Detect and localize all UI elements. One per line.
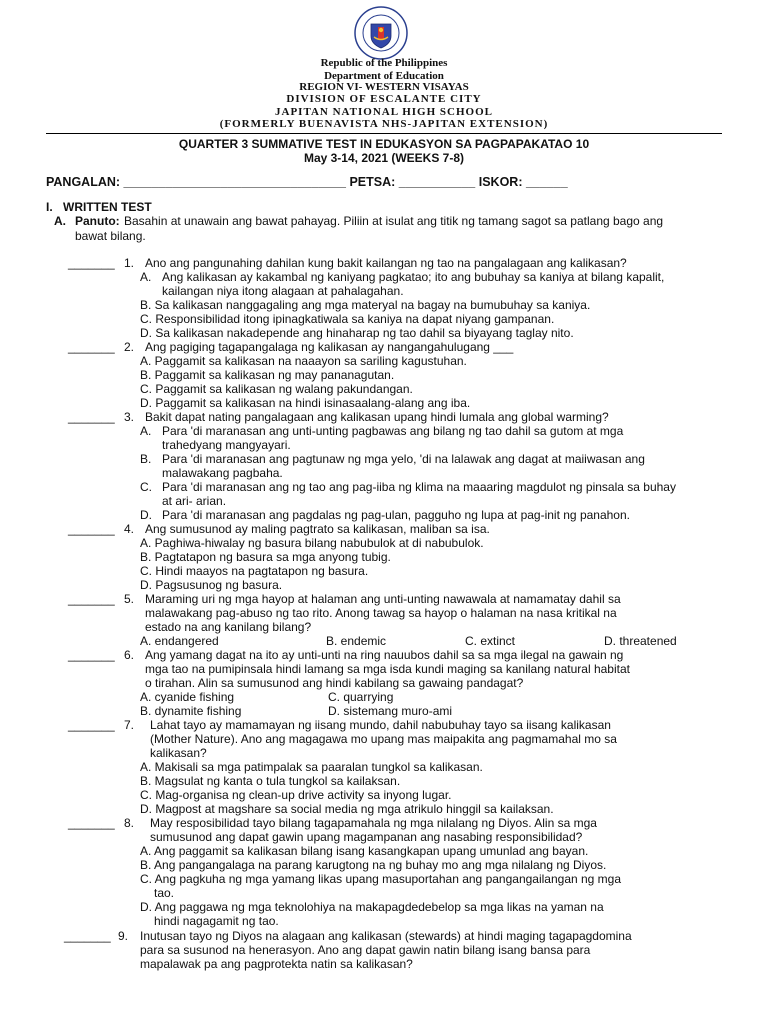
question-stem: Ang pagiging tagapangalaga ng kalikasan ay nangangahulugang ___ bbox=[145, 340, 514, 354]
choice-text: hindi nagagamit ng tao. bbox=[154, 914, 279, 928]
section-title: WRITTEN TEST bbox=[63, 200, 152, 214]
choice-text: B. Magsulat ng kanta o tula tungkol sa kailaksan. bbox=[140, 774, 401, 788]
choice-text: A. Makisali sa mga patimpalak sa paaralan tungkol sa kalikasan. bbox=[140, 760, 483, 774]
question-stem: Bakit dapat nating pangalagaan ang kalikasan upang hindi lumala ang global warming? bbox=[145, 410, 609, 424]
question-stem: mga tao na pumipinsala hindi lamang sa mga isda kundi maging sa kanilang natural habitat bbox=[145, 662, 630, 676]
choice-text: D. Magpost at magshare sa social media ng mga atrikulo hinggil sa kailaksan. bbox=[140, 802, 554, 816]
question-stem: Lahat tayo ay mamamayan ng iisang mundo, dahil nabubuhay tayo sa iisang kalikasan bbox=[150, 718, 611, 732]
choice-letter: D. bbox=[140, 508, 152, 522]
choice-text: C. quarrying bbox=[328, 690, 394, 704]
question-stem: mapalawak pa ang pagprotekta natin sa kalikasan? bbox=[140, 957, 413, 971]
question-stem: Maraming uri ng mga hayop at halaman ang unti-unting nawawala at namamatay dahil sa bbox=[145, 592, 621, 606]
choice-text: B. endemic bbox=[326, 634, 387, 648]
choice-text: B. Sa kalikasan nanggagaling ang mga materyal na bagay na bumubuhay sa kaniya. bbox=[140, 298, 591, 312]
choice-text: Ang kalikasan ay kakambal ng kaniyang pagkatao; ito ang bubuhay sa kaniya at bilang kapalit, bbox=[162, 270, 665, 284]
answer-blank[interactable]: _______ bbox=[68, 256, 115, 270]
question-stem: Inutusan tayo ng Diyos na alagaan ang kalikasan (stewards) at hindi maging tagapagdomina bbox=[140, 929, 632, 943]
directions-label: Panuto: bbox=[75, 214, 120, 228]
choice-text: B. Ang pangangalaga na parang karugtong na ng buhay mo ang mga nilalang ng Diyos. bbox=[140, 858, 607, 872]
choice-text: A. Paggamit sa kalikasan na naaayon sa sariling kagustuhan. bbox=[140, 354, 467, 368]
choice-text: C. Responsibilidad itong ipinagkatiwala sa kaniya na dapat niyang gampanan. bbox=[140, 312, 555, 326]
question-stem: estado na ang kanilang bilang? bbox=[145, 620, 312, 634]
choice-letter: A. bbox=[140, 270, 152, 284]
question-stem: May resposibilidad tayo bilang tagapamahala ng mga nilalang ng Diyos. Alin sa mga bbox=[150, 816, 597, 830]
choice-text: D. Sa kalikasan nakadepende ang hinaharap ng tao dahil sa biyayang taglay nito. bbox=[140, 326, 574, 340]
choice-text: C. extinct bbox=[465, 634, 516, 648]
answer-blank[interactable]: _______ bbox=[68, 648, 115, 662]
deped-seal-icon bbox=[354, 6, 408, 60]
question-number: 8. bbox=[124, 816, 135, 830]
choice-letter: C. bbox=[140, 480, 152, 494]
department-label: Department of Education bbox=[324, 70, 444, 82]
choice-text: at ari- arian. bbox=[162, 494, 227, 508]
question-number: 4. bbox=[124, 522, 135, 536]
question-number: 2. bbox=[124, 340, 135, 354]
choice-text: Para 'di maranasan ang pagtunaw ng mga yelo, 'di na lalawak ang dagat at maiiwasan ang bbox=[162, 452, 645, 466]
question-stem: Ang sumusunod ay maling pagtrato sa kalikasan, maliban sa isa. bbox=[145, 522, 490, 536]
question-stem: Ano ang pangunahing dahilan kung bakit kailangan ng tao na pangalagaan ang kalikasan? bbox=[145, 256, 627, 270]
choice-text: D. Paggamit sa kalikasan na hindi isinasaalang-alang ang iba. bbox=[140, 396, 471, 410]
question-stem: kalikasan? bbox=[150, 746, 207, 760]
answer-blank[interactable]: _______ bbox=[68, 592, 115, 606]
choice-text: C. Paggamit sa kalikasan ng walang pakundangan. bbox=[140, 382, 413, 396]
choice-text: A. endangered bbox=[140, 634, 219, 648]
choice-text: B. Paggamit sa kalikasan ng may pananagutan. bbox=[140, 368, 395, 382]
choice-text: D. threatened bbox=[604, 634, 677, 648]
region-label: REGION VI- WESTERN VISAYAS bbox=[299, 81, 469, 93]
division-label: DIVISION OF ESCALANTE CITY bbox=[286, 93, 482, 105]
choice-text: malawakang pagbaha. bbox=[162, 466, 283, 480]
choice-text: D. sistemang muro-ami bbox=[328, 704, 453, 718]
formerly-label: (FORMERLY BUENAVISTA NHS-JAPITAN EXTENSION) bbox=[219, 118, 549, 130]
choice-text: A. Paghiwa-hiwalay ng basura bilang nabubulok at di nabubulok. bbox=[140, 536, 484, 550]
choice-letter: B. bbox=[140, 452, 152, 466]
choice-text: D. Ang paggawa ng mga teknolohiya na makapagdedebelop sa mga likas na yaman na bbox=[140, 900, 604, 914]
answer-blank[interactable]: _______ bbox=[68, 816, 115, 830]
choice-text: Para 'di maranasan ang pagdalas ng pag-ulan, pagguho ng lupa at pag-init ng panahon. bbox=[162, 508, 630, 522]
choice-text: kailangan niya itong alagaan at pahalagahan. bbox=[162, 284, 404, 298]
choice-text: Para 'di maranasan ang ng tao ang pag-iiba ng klima na maaaring magdulot ng pinsala sa buhay bbox=[162, 480, 676, 494]
directions-text: Basahin at unawain ang bawat pahayag. Piliin at isulat ang titik ng tamang sagot sa patlang bago ang bbox=[124, 214, 664, 228]
choice-text: Para 'di maranasan ang unti-unting pagbawas ang bilang ng tao dahil sa gutom at mga bbox=[162, 424, 624, 438]
question-stem: Ang yamang dagat na ito ay unti-unti na ring nauubos dahil sa sa mga ilegal na gawain ng bbox=[145, 648, 624, 662]
answer-blank[interactable]: _______ bbox=[68, 410, 115, 424]
answer-blank[interactable]: _______ bbox=[64, 929, 111, 943]
choice-text: trahedyang mangyayari. bbox=[162, 438, 291, 452]
choice-text: C. Hindi maayos na pagtatapon ng basura. bbox=[140, 564, 369, 578]
test-date: May 3-14, 2021 (WEEKS 7-8) bbox=[303, 151, 465, 165]
question-number: 5. bbox=[124, 592, 135, 606]
question-number: 7. bbox=[124, 718, 135, 732]
part-letter: A. bbox=[54, 214, 66, 228]
question-stem: (Mother Nature). Ano ang magagawa mo upang mas maipakita ang pagmamahal mo sa bbox=[150, 732, 617, 746]
test-title: QUARTER 3 SUMMATIVE TEST IN EDUKASYON SA PAGPAPAKATAO 10 bbox=[178, 137, 590, 151]
question-number: 9. bbox=[118, 929, 129, 943]
directions-text-cont: bawat bilang. bbox=[75, 229, 146, 243]
choice-letter: A. bbox=[140, 424, 152, 438]
answer-blank[interactable]: _______ bbox=[68, 340, 115, 354]
header-divider bbox=[46, 133, 722, 134]
choice-text: tao. bbox=[154, 886, 175, 900]
question-stem: malawakang pag-abuso ng tao rito. Anong tawag sa hayop o halaman na nasa kritikal na bbox=[145, 606, 617, 620]
republic-label: Republic of the Philippines bbox=[320, 57, 448, 69]
choice-text: A. cyanide fishing bbox=[140, 690, 235, 704]
school-label: JAPITAN NATIONAL HIGH SCHOOL bbox=[275, 106, 493, 118]
question-stem: para sa susunod na henerasyon. Ano ang dapat gawin natin bilang isang bansa para bbox=[140, 943, 591, 957]
choice-text: B. Pagtatapon ng basura sa mga anyong tubig. bbox=[140, 550, 391, 564]
choice-text: C. Mag-organisa ng clean-up drive activity sa inyong lugar. bbox=[140, 788, 452, 802]
name-date-score-fields[interactable]: PANGALAN: ________________________________ PETSA: ___________ ISKOR: ______ bbox=[46, 175, 568, 189]
question-stem: o tirahan. Alin sa sumusunod ang hindi kabilang sa gawaing pandagat? bbox=[145, 676, 524, 690]
answer-blank[interactable]: _______ bbox=[68, 718, 115, 732]
choice-text: B. dynamite fishing bbox=[140, 704, 242, 718]
choice-text: A. Ang paggamit sa kalikasan bilang isang kasangkapan upang umunlad ang bayan. bbox=[140, 844, 589, 858]
choice-text: C. Ang pagkuha ng mga yamang likas upang masuportahan ang pangangailangan ng mga bbox=[140, 872, 622, 886]
question-number: 6. bbox=[124, 648, 135, 662]
section-number: I. bbox=[46, 200, 53, 214]
answer-blank[interactable]: _______ bbox=[68, 522, 115, 536]
choice-text: D. Pagsusunog ng basura. bbox=[140, 578, 283, 592]
question-number: 1. bbox=[124, 256, 135, 270]
question-number: 3. bbox=[124, 410, 135, 424]
question-stem: sumusunod ang dapat gawin upang magampanan ang nasabing responsibilidad? bbox=[150, 830, 583, 844]
